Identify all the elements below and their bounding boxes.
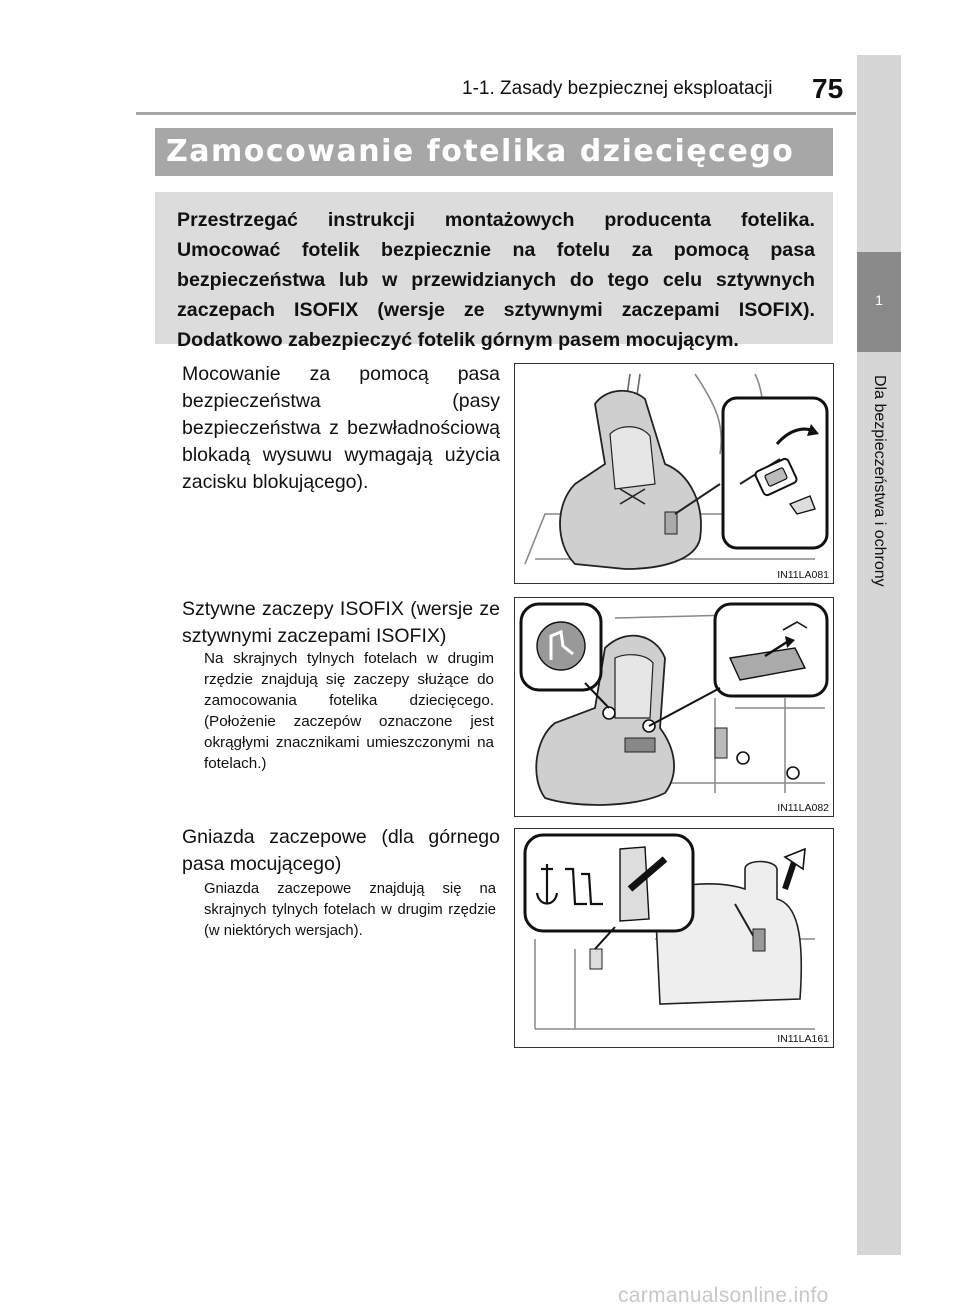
page-number: 75 [812,73,844,104]
isofix-anchor-illustration-icon [515,598,833,816]
section-2-note: Na skrajnych tylnych fotelach w drugim rzędzie znajdują się zaczepy służące do zamocowania fotelika dziecięcego. (Położenie zaczepów oznaczone jest okrągłymi znacznikami umieszczonymi na fotelach.) [204,650,494,772]
section-3-note: Gniazda zaczepowe znajdują się na skrajnych tylnych fotelach w drugim rzędzie (w niektórych wersjach). [204,881,496,939]
section-3-heading: Gniazda zaczepowe (dla górnego pasa mocującego) [182,826,500,875]
figure-code: IN11LA161 [777,1033,829,1045]
chapter-title: Dla bezpieczeństwa i ochrony [871,375,888,587]
chapter-number: 1 [875,292,883,308]
figure-isofix [514,597,834,817]
figure-code: IN11LA082 [777,802,829,814]
seat-belt-illustration-icon [515,364,833,583]
figure-seat-belt [514,363,834,584]
chapter-side-strip [857,55,901,1255]
figure-top-tether [514,828,834,1048]
top-tether-illustration-icon [515,829,833,1047]
page-title: Zamocowanie fotelika dziecięcego [166,134,795,169]
intro-text: Przestrzegać instrukcji montażowych producenta fotelika. Umocować fotelik bezpiecznie na fotelu za pomocą pasa bezpieczeństwa lub w przewidzianych do tego celu sztywnych zaczepach ISOFIX (wersje ze sztywnymi zaczepami ISOFIX). Dodatkowo zabezpieczyć fotelik górnym pasem mocującym. [177,209,815,351]
header-rule [136,112,856,115]
section-header: 1-1. Zasady bezpiecznej eksploatacji [462,78,773,99]
section-1-heading: Mocowanie za pomocą pasa bezpieczeństwa (pasy bezpieczeństwa z bezwładnościową blokadą wysuwu wymagają użycia zacisku blokującego). [182,363,500,493]
figure-code: IN11LA081 [777,569,829,581]
section-2-heading: Sztywne zaczepy ISOFIX (wersje ze sztywnymi zaczepami ISOFIX) [182,598,500,647]
watermark: carmanualsonline.info [618,1284,829,1307]
